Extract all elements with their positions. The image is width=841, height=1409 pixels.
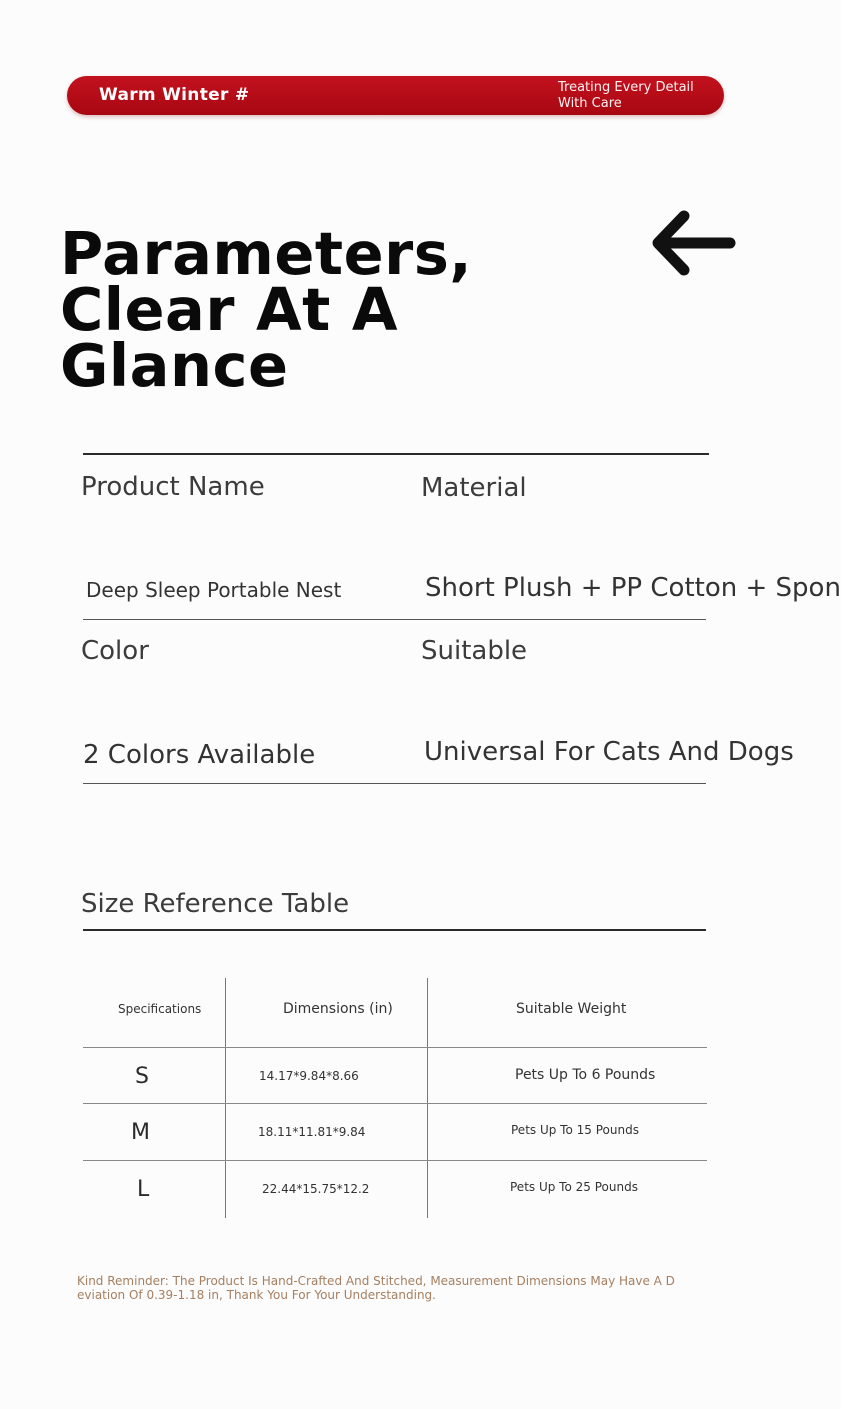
suitable-value: Universal For Cats And Dogs	[424, 737, 794, 767]
material-label: Material	[421, 473, 527, 503]
banner-title: Warm Winter #	[99, 85, 250, 105]
table-row-size: M	[131, 1120, 150, 1145]
color-label: Color	[81, 636, 149, 666]
color-value: 2 Colors Available	[83, 740, 316, 770]
header-specifications: Specifications	[118, 1002, 202, 1016]
size-table-title: Size Reference Table	[81, 889, 350, 919]
table-row-size: L	[137, 1177, 150, 1202]
table-row-weight: Pets Up To 25 Pounds	[510, 1180, 638, 1194]
page-title: Parameters, Clear At A Glance	[60, 219, 473, 400]
table-row-size: S	[135, 1064, 149, 1089]
table-row-weight: Pets Up To 6 Pounds	[515, 1067, 656, 1083]
table-row-dimensions: 18.11*11.81*9.84	[258, 1125, 366, 1139]
table-row-divider	[83, 1103, 707, 1104]
suitable-label: Suitable	[421, 636, 528, 666]
params-middle-rule	[83, 619, 706, 620]
product-name-value: Deep Sleep Portable Nest	[86, 578, 342, 602]
table-divider-2	[427, 978, 428, 1218]
header-banner	[67, 76, 724, 115]
banner-tagline: Treating Every Detail With Care	[558, 80, 694, 111]
header-suitable-weight: Suitable Weight	[516, 1001, 627, 1017]
header-dimensions: Dimensions (in)	[283, 1001, 393, 1017]
table-row-dimensions: 14.17*9.84*8.66	[259, 1069, 359, 1083]
kind-reminder-note: Kind Reminder: The Product Is Hand-Crafted And Stitched, Measurement Dimensions May Have A Deviation Of 0.39-1.18 in, Thank You For Your Understanding.	[77, 1274, 675, 1302]
product-name-label: Product Name	[81, 472, 265, 502]
left-arrow-icon	[650, 210, 736, 276]
table-row-divider	[83, 1160, 707, 1161]
params-bottom-rule	[83, 783, 706, 784]
table-row-divider	[83, 1047, 707, 1048]
material-value: Short Plush + PP Cotton + Spon	[425, 573, 841, 603]
size-table-title-rule	[83, 929, 706, 931]
table-divider-1	[225, 978, 226, 1218]
table-row-dimensions: 22.44*15.75*12.2	[262, 1182, 370, 1196]
params-top-rule	[83, 453, 709, 455]
table-row-weight: Pets Up To 15 Pounds	[511, 1123, 639, 1137]
